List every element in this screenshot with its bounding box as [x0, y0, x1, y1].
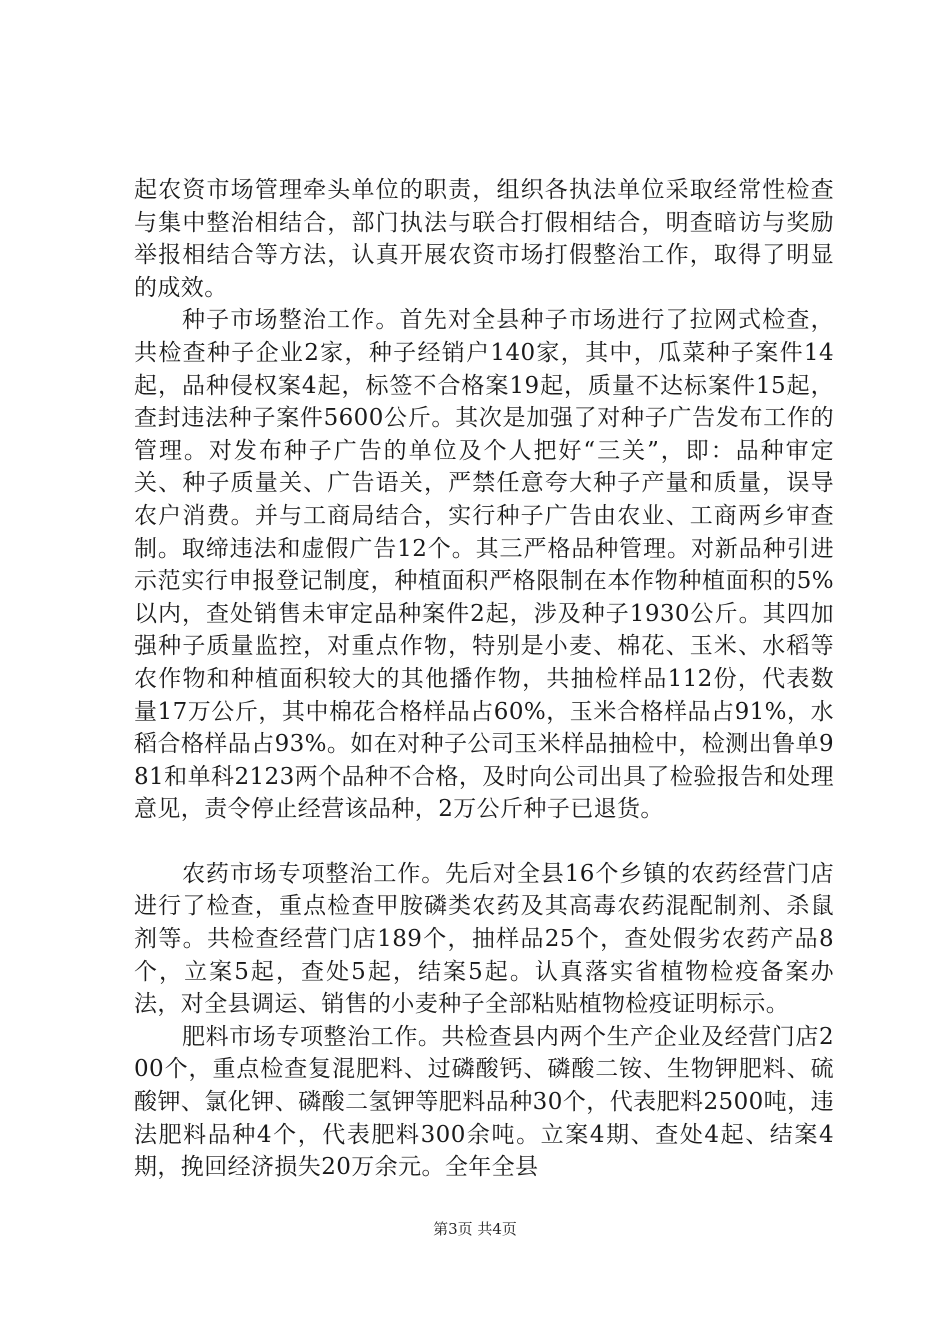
paragraph-seed-market: 种子市场整治工作。首先对全县种子市场进行了拉网式检查，共检查种子企业2家，种子经销户140家，其中，瓜菜种子案件14起，品种侵权案4起，标签不合格案19起，质量不达标案件15起，查封违法种子案件5600公斤。其次是加强了对种子广告发布工作的管理。对发布种子广告的单位及个人把好“三关”，即：品种审定关、种子质量关、广告语关，严禁任意夸大种子产量和质量，误导农户消费。并与工商局结合，实行种子广告由农业、工商两乡审查制。取缔违法和虚假广告12个。其三严格品种管理。对新品种引进示范实行申报登记制度，种植面积严格限制在本作物种植面积的5%以内，查处销售未审定品种案件2起，涉及种子1930公斤。其四加强种子质量监控，对重点作物，特别是小麦、棉花、玉米、水稻等农作物和种植面积较大的其他播作物，共抽检样品112份，代表数量17万公斤，其中棉花合格样品占60%，玉米合格样品占91%，水稻合格样品占93%。如在对种子公司玉米样品抽检中，检测出鲁单981和单科2123两个品种不合格，及时向公司出具了检验报告和处理意见，责令停止经营该品种，2万公斤种子已退货。 [134, 307, 834, 823]
paragraph-intro-continuation: 起农资市场管理牵头单位的职责，组织各执法单位采取经常性检查与集中整治相结合，部门执法与联合打假相结合，明查暗访与奖励举报相结合等方法，认真开展农资市场打假整治工作，取得了明显的成效。 [134, 177, 834, 301]
body-text [134, 174, 834, 1184]
paragraph-pesticide-market: 农药市场专项整治工作。先后对全县16个乡镇的农药经营门店进行了检查，重点检查甲胺磷类农药及其高毒农药混配制剂、杀鼠剂等。共检查经营门店189个，抽样品25个，查处假劣农药产品8个，立案5起，查处5起，结案5起。认真落实省植物检疫备案办法，对全县调运、销售的小麦种子全部粘贴植物检疫证明标示。 [134, 860, 834, 1018]
paragraph-fertilizer-market: 肥料市场专项整治工作。共检查县内两个生产企业及经营门店200个，重点检查复混肥料、过磷酸钙、磷酸二铵、生物钾肥料、硫酸钾、氯化钾、磷酸二氢钾等肥料品种30个，代表肥料2500吨，违法肥料品种4个，代表肥料300余吨。立案4期、查处4起、结案4期，挽回经济损失20万余元。全年全县 [134, 1023, 834, 1181]
page-number-footer: 第3页 共4页 [433, 1220, 517, 1238]
